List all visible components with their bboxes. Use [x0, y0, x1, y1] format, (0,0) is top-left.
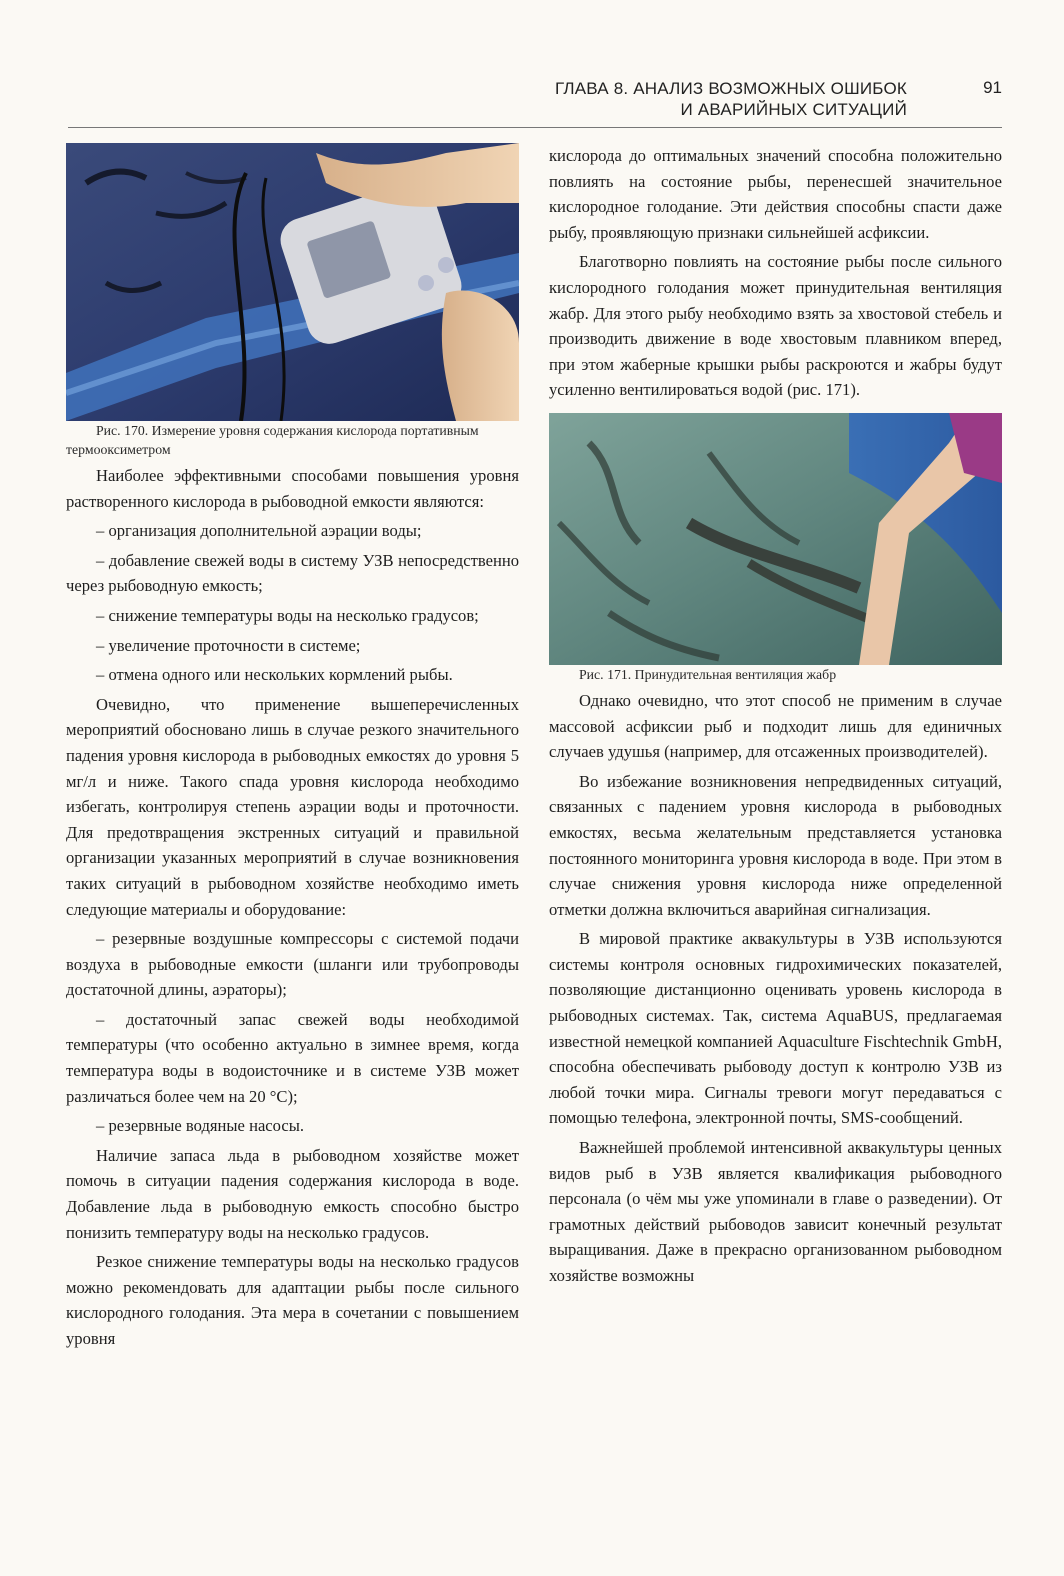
- list-item: – резервные водяные насосы.: [96, 1116, 305, 1136]
- paragraph: Резкое снижение температуры воды на несколько градусов можно рекомендовать для адаптации рыбы после сильного кислородного голодания. Эта мера в сочетании с повышением уровня: [66, 1252, 519, 1348]
- paragraph: Наличие запаса льда в рыбоводном хозяйстве может помочь в ситуации падения содержания кислорода в воде. Добавление льда в рыбоводную емкость способно быстро понизить температуру воды на несколько градусов.: [66, 1145, 519, 1242]
- paragraph: Благотворно повлиять на состояние рыбы после сильного кислородного голодания может принудительная вентиляция жабр. Для этого рыбу необходимо взять за хвостовой стебель и производить движение в воде хвостовым плавником вперед, при этом жаберные крышки рыбы раскроются и жабры будут усиленно вентилироваться водой (рис. 171).: [549, 252, 1002, 400]
- list-item: – отмена одного или нескольких кормлений рыбы.: [96, 665, 453, 685]
- list-item: – достаточный запас свежей воды необходимой температуры (что особенно актуально в зимнее время, когда температура воды в водоисточнике и в системе УЗВ может различаться более чем на 20 °С);: [66, 1009, 519, 1106]
- header-divider: [68, 127, 1002, 128]
- chapter-title-line1: ГЛАВА 8. АНАЛИЗ ВОЗМОЖНЫХ ОШИБОК: [554, 79, 907, 98]
- page-number: 91: [983, 78, 1002, 97]
- paragraph: Однако очевидно, что этот способ не применим в случае массовой асфиксии рыб и подходит лишь для единичных случаев удушья (например, для отсаженных производителей).: [549, 690, 1002, 762]
- figure-170-photo: [66, 143, 519, 421]
- list-item: – увеличение проточности в системе;: [96, 635, 361, 655]
- running-header: [555, 78, 907, 120]
- figure-171-caption: Рис. 171. Принудительная вентиляция жабр: [579, 666, 837, 682]
- list-item: – резервные воздушные компрессоры с системой подачи воздуха в рыбоводные емкости (шланги или трубопроводы достаточной длины, аэраторы);: [66, 929, 519, 1000]
- list-item: – добавление свежей воды в систему УЗВ непосредственно через рыбоводную емкость;: [66, 550, 519, 596]
- paragraph: Важнейшей проблемой интенсивной аквакультуры ценных видов рыб в УЗВ является квалификация рыбоводного персонала (о чём мы уже упоминали в главе о разведении). От грамотных действий рыбоводов зависит конечный результат выращивания. Даже в прекрасно организованном рыбоводном хозяйстве возможны: [549, 1138, 1002, 1285]
- paragraph: кислорода до оптимальных значений способна положительно повлиять на состояние рыбы, перенесшей значительное кислородное голодание. Эти действия способны спасти даже рыбу, проявляющую признаки сильнейшей асфиксии.: [549, 146, 1002, 242]
- figure-171-photo: [549, 413, 1002, 665]
- chapter-title-line2: И АВАРИЙНЫХ СИТУАЦИЙ: [680, 100, 907, 119]
- right-column: [549, 143, 1002, 1293]
- left-column: [66, 143, 519, 1356]
- paragraph: Наиболее эффективными способами повышения уровня растворенного кислорода в рыбоводной емкости являются:: [66, 466, 519, 511]
- list-item: – снижение температуры воды на несколько градусов;: [96, 605, 479, 625]
- list-item: – организация дополнительной аэрации воды;: [96, 521, 422, 541]
- paragraph: Во избежание возникновения непредвиденных ситуаций, связанных с падением уровня кислорода в рыбоводных емкостях, весьма желательным представляется установка постоянного мониторинга уровня кислорода в воде. При этом в случае снижения уровня кислорода ниже определенной отметки должна включиться аварийная сигнализация.: [549, 771, 1002, 919]
- paragraph: В мировой практике аквакультуры в УЗВ используются системы контроля основных гидрохимических показателей, позволяющие дистанционно оценивать уровень кислорода в рыбоводных системах. Так, система AquaBUS, предлагаемая известной немецкой компанией Aquaculture Fischtechnik GmbH, способна обеспечивать рыбоводу доступ к контролю УЗВ из любой точки мира. Сигналы тревоги могут передаваться с помощью телефона, электронной почты, SMS-сообщений.: [549, 929, 1002, 1128]
- paragraph: Очевидно, что применение вышеперечисленных мероприятий обосновано лишь в случае резкого значительного падения уровня кислорода в рыбоводных емкостях до уровня 5 мг/л и ниже. Такого спада уровня кислорода необходимо избегать, контролируя степень аэрации воды и проточности. Для предотвращения экстренных ситуаций и правильной организации указанных мероприятий в случае возникновения таких ситуаций в рыбоводном хозяйстве необходимо иметь следующие материалы и оборудование:: [66, 694, 519, 919]
- figure-170-caption: Рис. 170. Измерение уровня содержания кислорода портативным термооксиметром: [66, 423, 479, 457]
